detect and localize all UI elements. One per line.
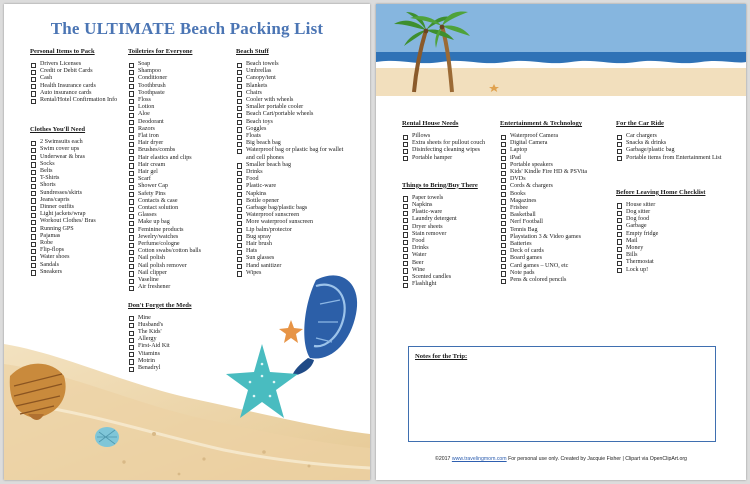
list-item[interactable]: Sneakers <box>30 269 122 276</box>
list-item[interactable]: Hand sanitizer <box>236 263 352 270</box>
left-page <box>4 4 370 480</box>
list-item[interactable]: Stain remover <box>402 231 494 238</box>
section-title-rental: Rental House Needs <box>402 120 459 127</box>
list-item[interactable]: Toothbrush <box>128 83 232 90</box>
list-item[interactable]: Pillows <box>402 133 494 140</box>
list-item[interactable]: DVDs <box>500 176 612 183</box>
list-item[interactable]: Lotion <box>128 104 232 111</box>
list-item[interactable]: Umbrellas <box>236 68 352 75</box>
list-item[interactable]: iPad <box>500 155 612 162</box>
car-ride-list <box>616 133 728 162</box>
column-1 <box>30 48 122 276</box>
notes-box[interactable] <box>408 346 716 442</box>
list-item[interactable]: Empty fridge <box>616 231 728 238</box>
list-item[interactable]: Shorts <box>30 182 122 189</box>
list-item[interactable]: Waterproof sunscreen <box>236 212 352 219</box>
teal-starfish-icon <box>226 344 298 418</box>
list-item[interactable]: Paper towels <box>402 195 494 202</box>
list-item[interactable]: Playstation 3 & Video games <box>500 234 612 241</box>
list-item[interactable]: Basketball <box>500 212 612 219</box>
list-item[interactable]: Bug spray <box>236 234 352 241</box>
conch-shell-icon <box>292 275 357 376</box>
list-item[interactable]: Kids' Kindle Fire HD & PSVita <box>500 169 612 176</box>
list-item[interactable]: Jeans/capris <box>30 197 122 204</box>
list-item[interactable]: Mail <box>616 238 728 245</box>
list-item[interactable]: Benadryl <box>128 365 232 372</box>
section-title-clothes: Clothes You'll Need <box>30 126 86 134</box>
list-item[interactable]: Goggles <box>236 126 352 133</box>
list-item[interactable]: Portable hamper <box>402 155 494 162</box>
list-item[interactable]: Safety Pins <box>128 191 232 198</box>
list-item[interactable]: Deodorant <box>128 119 232 126</box>
ocean-banner-illustration <box>376 4 746 96</box>
list-item[interactable]: 2 Swimsuits each <box>30 139 122 146</box>
right-column-3 <box>616 120 728 274</box>
list-item[interactable]: Dryer sheets <box>402 224 494 231</box>
column-2 <box>128 48 232 372</box>
footer-copyright: ©2017 <box>435 456 452 462</box>
list-item[interactable]: Allergy <box>128 336 232 343</box>
list-item[interactable]: Board games <box>500 255 612 262</box>
list-item[interactable]: Swim cover ups <box>30 146 122 153</box>
footer-credits: For personal use only. Created by Jacquie Fisher | Clipart via OpenClipArt.org <box>506 456 687 462</box>
list-item[interactable]: Food <box>402 238 494 245</box>
list-item[interactable]: Garbage/plastic bag <box>616 147 728 154</box>
list-item[interactable]: Laptop <box>500 147 612 154</box>
list-item[interactable]: Wipes <box>236 270 352 277</box>
list-item[interactable]: Shower Cap <box>128 183 232 190</box>
section-title-beach: Beach Stuff <box>236 48 269 55</box>
list-item[interactable]: Chairs <box>236 90 352 97</box>
list-item[interactable]: Hair dryer <box>128 140 232 147</box>
list-item[interactable]: Note pads <box>500 270 612 277</box>
list-item[interactable]: T-Shirts <box>30 175 122 182</box>
list-item[interactable]: Card games – UNO, etc <box>500 263 612 270</box>
list-item[interactable]: Robe <box>30 240 122 247</box>
list-item[interactable]: Health Insurance cards <box>30 83 122 90</box>
toiletries-list <box>128 61 232 292</box>
list-item[interactable]: Nerf Football <box>500 219 612 226</box>
list-item[interactable]: Drinks <box>402 245 494 252</box>
list-item[interactable]: Portable items from Entertainment List <box>616 155 728 162</box>
list-item[interactable]: Car chargers <box>616 133 728 140</box>
list-item[interactable]: Running GPS <box>30 226 122 233</box>
list-item[interactable]: Pens & colored pencils <box>500 277 612 284</box>
list-item[interactable]: Nail clipper <box>128 270 232 277</box>
list-item[interactable]: Jewelry/watches <box>128 234 232 241</box>
leaving-home-list <box>616 202 728 274</box>
list-item[interactable]: Scented candles <box>402 274 494 281</box>
list-item[interactable]: Shampoo <box>128 68 232 75</box>
list-item[interactable]: Nail polish remover <box>128 263 232 270</box>
list-item[interactable]: Water shoes <box>30 254 122 261</box>
list-item[interactable]: Air freshener <box>128 284 232 291</box>
list-item[interactable]: Light jackets/wrap <box>30 211 122 218</box>
section-title-meds: Don't Forget the Meds <box>128 301 192 309</box>
list-item[interactable]: Smaller portable cooler <box>236 104 352 111</box>
list-item[interactable]: Beer <box>402 260 494 267</box>
list-item[interactable]: Credit or Debit Cards <box>30 68 122 75</box>
list-item[interactable]: Wine <box>402 267 494 274</box>
list-item[interactable]: Belts <box>30 168 122 175</box>
list-item[interactable]: Nail polish <box>128 255 232 262</box>
list-item[interactable]: Garbage <box>616 223 728 230</box>
rental-list <box>402 133 494 162</box>
list-item[interactable]: Deck of cards <box>500 248 612 255</box>
list-item[interactable]: Waterproof bag or plastic bag for wallet and cell phones <box>236 147 352 161</box>
list-item[interactable]: Digital Camera <box>500 140 612 147</box>
list-item[interactable]: Disinfecting cleaning wipes <box>402 147 494 154</box>
list-item[interactable]: Hats <box>236 248 352 255</box>
list-item[interactable]: Hair elastics and clips <box>128 155 232 162</box>
section-title-personal: Personal Items to Pack <box>30 48 95 55</box>
list-item[interactable]: More waterproof sunscreen <box>236 219 352 226</box>
entertainment-list <box>500 133 612 284</box>
list-item[interactable]: Laundry detergent <box>402 216 494 223</box>
meds-list <box>128 315 232 373</box>
list-item[interactable]: Smaller beach bag <box>236 162 352 169</box>
section-title-leaving: Before Leaving Home Checklist <box>616 188 706 196</box>
list-item[interactable]: Water <box>402 252 494 259</box>
list-item[interactable]: Plastic-ware <box>236 183 352 190</box>
list-item[interactable]: Napkins <box>236 191 352 198</box>
list-item[interactable]: Sandals <box>30 262 122 269</box>
list-item[interactable]: Snacks & drinks <box>616 140 728 147</box>
list-item[interactable]: Aloe <box>128 111 232 118</box>
list-item[interactable]: Flashlight <box>402 281 494 288</box>
section-title-toiletries: Toiletries for Everyone <box>128 48 193 55</box>
list-item[interactable]: Floss <box>128 97 232 104</box>
personal-items-list <box>30 61 122 104</box>
list-item[interactable]: Food <box>236 176 352 183</box>
list-item[interactable]: Feminine products <box>128 227 232 234</box>
section-title-buy: Things to Bring/Buy There <box>402 181 478 189</box>
list-item[interactable]: Contacts & case <box>128 198 232 205</box>
list-item[interactable]: Napkins <box>402 202 494 209</box>
list-item[interactable]: Underwear & bras <box>30 154 122 161</box>
list-item[interactable]: Cooler with wheels <box>236 97 352 104</box>
list-item[interactable]: Mine <box>128 315 232 322</box>
list-item[interactable]: Conditioner <box>128 75 232 82</box>
right-column-2 <box>500 120 612 284</box>
list-item[interactable]: Dog food <box>616 216 728 223</box>
list-item[interactable]: Auto insurance cards <box>30 90 122 97</box>
list-item[interactable]: Flat iron <box>128 133 232 140</box>
list-item[interactable]: Husband's <box>128 322 232 329</box>
list-item[interactable]: Perfume/cologne <box>128 241 232 248</box>
orange-starfish-icon <box>279 320 303 343</box>
list-item[interactable]: Cash <box>30 75 122 82</box>
list-item[interactable]: Portable speakers <box>500 162 612 169</box>
list-item[interactable]: Money <box>616 245 728 252</box>
list-item[interactable]: Flip-flops <box>30 247 122 254</box>
bring-buy-list <box>402 195 494 289</box>
list-item[interactable]: Drivers Licenses <box>30 61 122 68</box>
section-title-entertainment: Entertainment & Technology <box>500 120 583 127</box>
list-item[interactable]: Brushes/combs <box>128 147 232 154</box>
list-item[interactable]: Lock up! <box>616 267 728 274</box>
list-item[interactable]: Dog sitter <box>616 209 728 216</box>
notes-title: Notes for the Trip: <box>415 353 468 360</box>
list-item[interactable]: Floats <box>236 133 352 140</box>
small-shell-icon <box>95 427 119 447</box>
list-item[interactable]: Rental/Hotel Confirmation Info <box>30 97 122 104</box>
list-item[interactable]: Bills <box>616 252 728 259</box>
list-item[interactable]: Beach toys <box>236 119 352 126</box>
list-item[interactable]: Hair gel <box>128 169 232 176</box>
list-item[interactable]: Thermostat <box>616 259 728 266</box>
list-item[interactable]: Beach towels <box>236 61 352 68</box>
list-item[interactable]: Hair brush <box>236 241 352 248</box>
list-item[interactable]: Pajamas <box>30 233 122 240</box>
list-item[interactable]: Lip balm/protector <box>236 227 352 234</box>
list-item[interactable]: Batteries <box>500 241 612 248</box>
list-item[interactable]: Waterproof Camera <box>500 133 612 140</box>
list-item[interactable]: Motrin <box>128 358 232 365</box>
list-item[interactable]: Extra sheets for pullout couch <box>402 140 494 147</box>
list-item[interactable]: Toothpaste <box>128 90 232 97</box>
list-item[interactable]: Frisbee <box>500 205 612 212</box>
list-item[interactable]: Canopy/tent <box>236 75 352 82</box>
list-item[interactable]: Tennis Bag <box>500 227 612 234</box>
beach-stuff-list <box>236 61 352 277</box>
footer-website-link[interactable]: www.travelingmom.com <box>451 456 507 462</box>
list-item[interactable]: Beach Cart/portable wheels <box>236 111 352 118</box>
right-page <box>376 4 746 480</box>
list-item[interactable]: Drinks <box>236 169 352 176</box>
list-item[interactable]: Big beach bag <box>236 140 352 147</box>
column-3 <box>236 48 352 277</box>
list-item[interactable]: Glasses <box>128 212 232 219</box>
list-item[interactable]: Dinner outfits <box>30 204 122 211</box>
section-title-car: For the Car Ride <box>616 120 664 127</box>
list-item[interactable]: Sun glasses <box>236 255 352 262</box>
list-item[interactable]: Garbage bag/plastic bags <box>236 205 352 212</box>
footer <box>376 456 746 462</box>
list-item[interactable]: Sundresses/skirts <box>30 190 122 197</box>
list-item[interactable]: Hair cream <box>128 162 232 169</box>
list-item[interactable]: Cotton swabs/cotton balls <box>128 248 232 255</box>
list-item[interactable]: Scarf <box>128 176 232 183</box>
list-item[interactable]: House sitter <box>616 202 728 209</box>
list-item[interactable]: Vaseline <box>128 277 232 284</box>
list-item[interactable]: Blankets <box>236 83 352 90</box>
list-item[interactable]: Contact solution <box>128 205 232 212</box>
list-item[interactable]: First-Aid Kit <box>128 343 232 350</box>
list-item[interactable]: The Kids' <box>128 329 232 336</box>
list-item[interactable]: Bottle opener <box>236 198 352 205</box>
clothes-list <box>30 139 122 276</box>
list-item[interactable]: Vitamins <box>128 351 232 358</box>
list-item[interactable]: Books <box>500 191 612 198</box>
page-title: The ULTIMATE Beach Packing List <box>50 19 324 38</box>
list-item[interactable]: Magazines <box>500 198 612 205</box>
list-item[interactable]: Soap <box>128 61 232 68</box>
list-item[interactable]: Socks <box>30 161 122 168</box>
list-item[interactable]: Razors <box>128 126 232 133</box>
right-column-1 <box>402 120 494 288</box>
list-item[interactable]: Plastic-ware <box>402 209 494 216</box>
list-item[interactable]: Make up bag <box>128 219 232 226</box>
list-item[interactable]: Cords & chargers <box>500 183 612 190</box>
list-item[interactable]: Workout Clothes/ Bras <box>30 218 122 225</box>
